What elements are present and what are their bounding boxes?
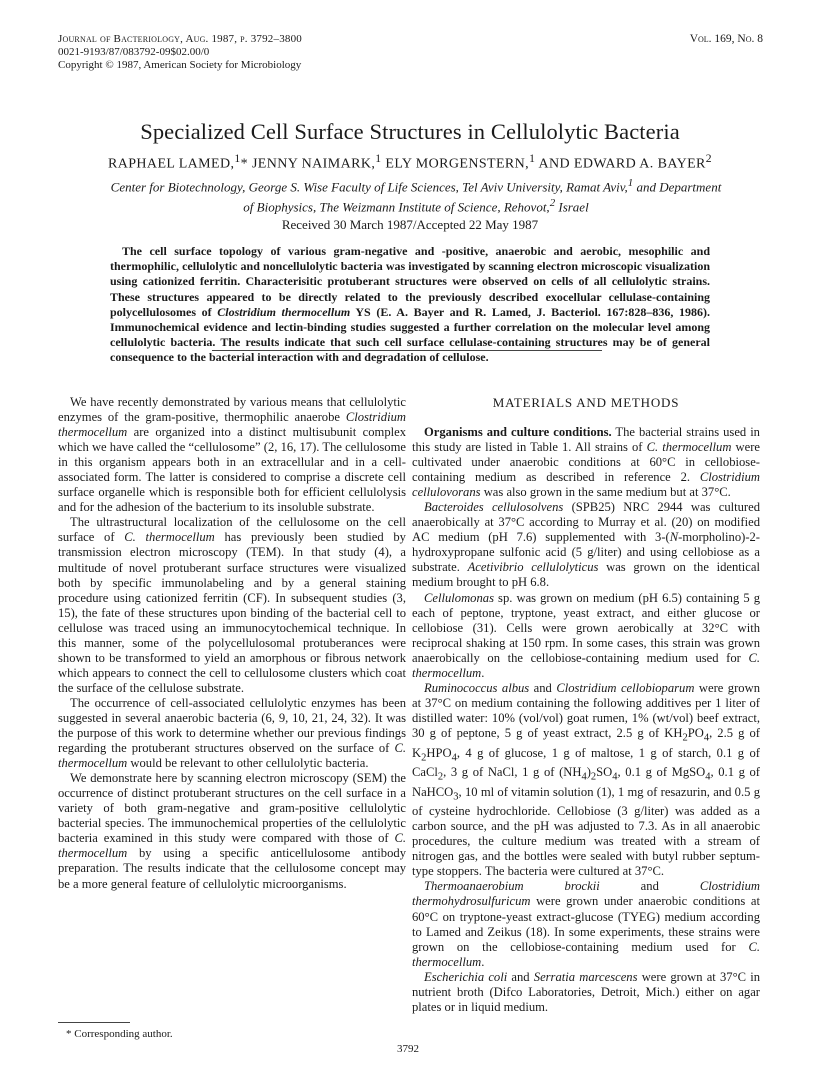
abstract [110, 244, 710, 366]
section-heading: MATERIALS AND METHODS [492, 395, 680, 410]
paragraph: The occurrence of cell-associated cellulolytic enzymes has been suggested in several anaerobic bacteria (6, 9, 10, 21, 24, 32). It was the purpose of this work to determine whether our previous findings regarding the protuberant structures observed on the surface of C. thermocellum would be relevant to other cellulolytic bacteria. [58, 695, 406, 771]
paragraph: Organisms and culture conditions. The bacterial strains used in this study are listed in Table 1. All strains of C. thermocellum were cultivated under anaerobic conditions at 60°C in cellobiose-containing medium as described in reference 2. Clostridium cellulovorans was also grown in the same medium but at 37°C. [412, 425, 761, 500]
received-dates: Received 30 March 1987/Accepted 22 May 1987 [281, 217, 539, 232]
footnote-rule [58, 1022, 130, 1023]
abstract-text: The cell surface topology of various gram-negative and -positive, anaerobic and aerobic, mesophilic and thermophilic, cellulolytic and noncellulolytic bacteria was investigated by scanning electron microscopic visualization using cationized ferritin. Characterisitic protuberant structures were observed on cells of all cellulolytic strains. These structures appeared to be directly related to the previously described exocellular cellulase-containing polycellulosomes of Clostridium thermocellum YS (E. A. Bayer and R. Lamed, J. Bacteriol. 167:828–836, 1986). Immunochemical evidence and lectin-binding studies suggested a further correlation on the molecular level among cellulolytic bacteria. The results indicate that such cell surface cellulase-containing structures may be of general consequence to the bacterial interaction with and degradation of cellulose. [110, 244, 710, 365]
paragraph: Thermoanaerobium brockii and Clostridium thermohydrosulfuricum were grown under anaerobic conditions at 60°C on tryptone-yeast extract-glucose (TYEG) medium according to Lamed and Zeikus (18). In some experiments, these strains were grown on the cellobiose-containing medium used for C. thermocellum. [412, 879, 760, 969]
issn-line: 0021-9193/87/083792-09$02.00/0 [58, 46, 210, 58]
paragraph: We demonstrate here by scanning electron microscopy (SEM) the occurrence of distinct protuberant structures on the cell surface in a variety of both gram-negative and gram-positive cellulolytic bacterial species. The immunochemical properties of the cellulolytic bacteria examined in this study were compared with those of C. thermocellum by using a specific anticellulosome antibody preparation. The results indicate that the cellulosome concept may be a more general feature of cellulolytic microorganisms. [58, 771, 406, 891]
volume-issue: Vol. 169, No. 8 [689, 33, 763, 45]
paragraph: The ultrastructural localization of the cellulosome on the cell surface of C. thermocellum has previously been studied by transmission electron microscopy (TEM). In that study (4), a multitude of novel protuberant surface structures were visualized both by specific immunolabeling and by a general staining procedure using cationized ferritin (CF). In subsequent studies (3, 15), the fate of these structures upon binding of the bacterial cell to cellulose was traced using an immunocytochemical technique. In this manner, some of the polycellulosomal protuberances were shown to be transformed to yield an amorphous or fibrous network which appears to connect the cell to cellulosome clusters which coat the surface of the cellulose substrate. [58, 515, 406, 695]
right-column [412, 395, 760, 1015]
running-header [58, 33, 763, 83]
paragraph: We have recently demonstrated by various means that cellulolytic enzymes of the gram-positive, thermophilic anaerobe Clostridium thermocellum are organized into a distinct multisubunit complex which we have called the “cellulosome” (2, 16, 17). The cellulosome in this organism appears both in an extracellular and in a cell-associated form. The latter is considered to comprise a discrete cell surface organelle which is responsible both for efficient cellulolysis and for the adhesion of the bacterium to its insoluble substrate. [58, 395, 406, 515]
author-list: RAPHAEL LAMED,$^1$* JENNY NAIMARK,$^1$ ELY MORGENSTERN,$^1$ AND EDWARD A. BAYER$^2$ [107, 152, 713, 172]
paragraph: Ruminococcus albus and Clostridium cellobioparum were grown at 37°C on medium containing the following additives per 1 liter of distilled water: 10% (vol/vol) goat rumen, 1% (wt/vol) beef extract, 30 g of peptone, 5 g of yeast extract, 2.5 g of $KH_2PO_4$, 2.5 g of $K_2HPO_4$, 4 g of glucose, 1 g of maltose, 1 g of starch, 0.1 g of CaCl$_2$, 3 g of NaCl, 1 g of $(NH_4)_2SO_4$, 0.1 g of MgSO$_4$, 0.1 g of NaHCO$_3$, 10 ml of vitamin solution (1), 1 mg of resazurin, and 0.5 g of cysteine hydrochloride. Cellobiose (3 g/liter) was added as a carbon source, and the pH was adjusted to 7.3. As in all anaerobic procedures, the culture medium was treated with a stream of nitrogen gas, and the bottles were sealed with butyl rubber septum-type stoppers. The bacteria were cultured at 37°C. [412, 680, 761, 879]
affiliations: Center for Biotechnology, George S. Wise Faculty of Life Sciences, Tel Aviv University, Ramat Aviv,$^1$ and Department of Biophysics, The Weizmann Institute of Science, Rehovot,$^2$ Israel [110, 177, 722, 215]
left-column [58, 395, 406, 892]
article-title: Specialized Cell Surface Structures in Cellulolytic Bacteria [140, 119, 680, 144]
copyright-line: Copyright © 1987, American Society for Microbiology [58, 59, 302, 71]
paragraph: Cellulomonas sp. was grown on medium (pH 6.5) containing 5 g each of peptone, tryptone, yeast extract, and either glucose or cellobiose (31). Cells were grown aerobically at 32°C with reciprocal shaking at 150 rpm. In some cases, this strain was grown anaerobically on the cellobiose-containing medium used for C. thermocellum. [412, 590, 760, 680]
paragraph: Bacteroides cellulosolvens (SPB25) NRC 2944 was cultured anaerobically at 37°C according to Murray et al. (20) on modified AC medium (pH 7.6) supplemented with 3-(N-morpholino)-2-hydroxypropane sulfonic acid (5 g/liter) and using cellobiose as a substrate. Acetivibrio cellulolyticus was grown on the identical medium brought to pH 6.8. [412, 500, 760, 590]
footnote: * Corresponding author. [66, 1028, 173, 1040]
page-number: 3792 [397, 1043, 419, 1055]
abstract-divider [212, 350, 602, 351]
paragraph: Escherichia coli and Serratia marcescens were grown at 37°C in nutrient broth (Difco Laboratories, Detroit, Mich.) either on agar plates or in liquid medium. [412, 969, 760, 1014]
journal-citation: Journal of Bacteriology, Aug. 1987, p. 3792–3800 [58, 33, 302, 45]
